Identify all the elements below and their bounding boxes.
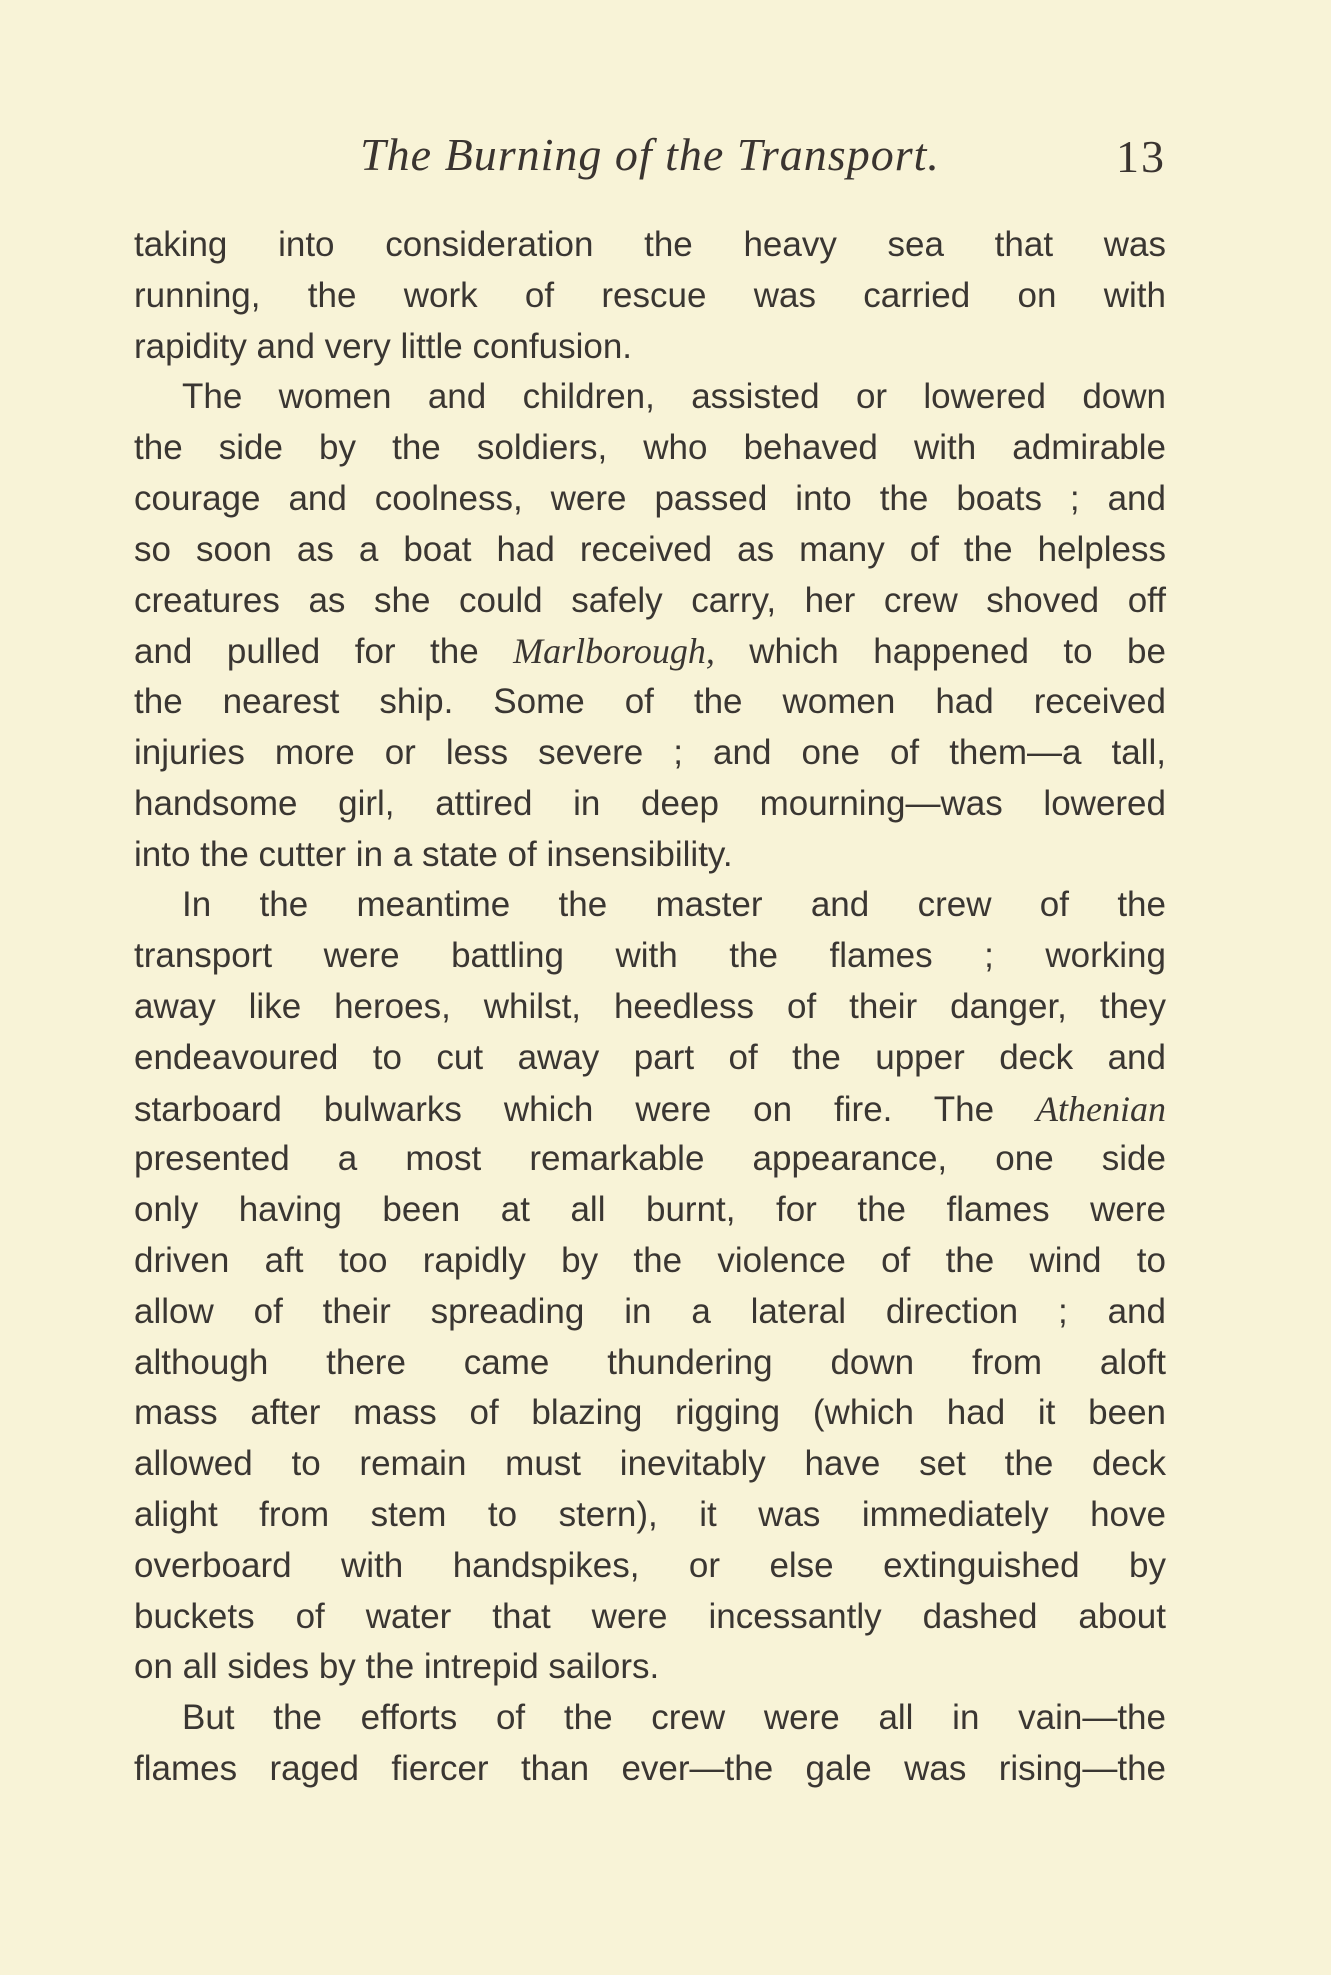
text-run: and pulled for the: [134, 632, 514, 672]
text-line: transport were battling with the flames ; working: [134, 936, 1166, 976]
text-line: presented a most remarkable appearance, one side: [134, 1139, 1166, 1179]
text-line: driven aft too rapidly by the violence of the wind to: [134, 1240, 1166, 1280]
text-line: away like heroes, whilst, heedless of their danger, they: [134, 986, 1166, 1026]
text-line: [134, 626, 1166, 677]
text-line: overboard with handspikes, or else extinguished by: [134, 1545, 1166, 1585]
text-line: allow of their spreading in a lateral direction ; and: [134, 1291, 1166, 1331]
text-line: although there came thundering down from aloft: [134, 1342, 1166, 1382]
text-run: which happened to be: [714, 632, 1166, 672]
text-line: handsome girl, attired in deep mourning—was lowered: [134, 783, 1166, 823]
text-line: buckets of water that were incessantly dashed about: [134, 1596, 1166, 1636]
text-line: alight from stem to stern), it was immediately hove: [134, 1494, 1166, 1534]
text-run: starboard bulwarks which were on fire. The: [134, 1089, 1037, 1129]
text-line: mass after mass of blazing rigging (which had it been: [134, 1393, 1166, 1433]
text-line: taking into consideration the heavy sea that was: [134, 225, 1166, 264]
text-line: only having been at all burnt, for the flames were: [134, 1190, 1166, 1230]
text-line: on all sides by the intrepid sailors.: [134, 1647, 660, 1687]
text-line: allowed to remain must inevitably have set the deck: [134, 1444, 1166, 1484]
body-text: [134, 220, 1166, 1795]
page-number: 13: [1116, 131, 1166, 182]
text-line: the nearest ship. Some of the women had received: [134, 682, 1166, 722]
text-line: But the efforts of the crew were all in vain—the: [182, 1698, 1166, 1738]
text-line: The women and children, assisted or lowered down: [182, 377, 1166, 417]
text-line: flames raged fiercer than ever—the gale was rising—the: [134, 1748, 1166, 1788]
text-line: In the meantime the master and crew of the: [182, 885, 1166, 925]
text-line: so soon as a boat had received as many of the helpless: [134, 529, 1166, 569]
text-line: [134, 1084, 1166, 1135]
text-line: injuries more or less severe ; and one of them—a tall,: [134, 732, 1166, 772]
ship-name-marlborough: Marlborough,: [513, 631, 715, 672]
text-line: the side by the soldiers, who behaved with admirable: [134, 428, 1166, 468]
running-title: The Burning of the Transport.: [360, 129, 940, 180]
text-line: running, the work of rescue was carried on with: [134, 275, 1166, 315]
ship-name-athenian: Athenian: [1036, 1088, 1166, 1129]
text-line: rapidity and very little confusion.: [134, 326, 633, 366]
text-line: endeavoured to cut away part of the upper deck and: [134, 1037, 1166, 1077]
text-line: courage and coolness, were passed into the boats ; and: [134, 478, 1166, 518]
text-line: creatures as she could safely carry, her crew shoved off: [134, 580, 1166, 620]
running-head: [134, 118, 1166, 188]
text-line: into the cutter in a state of insensibility.: [134, 834, 733, 874]
